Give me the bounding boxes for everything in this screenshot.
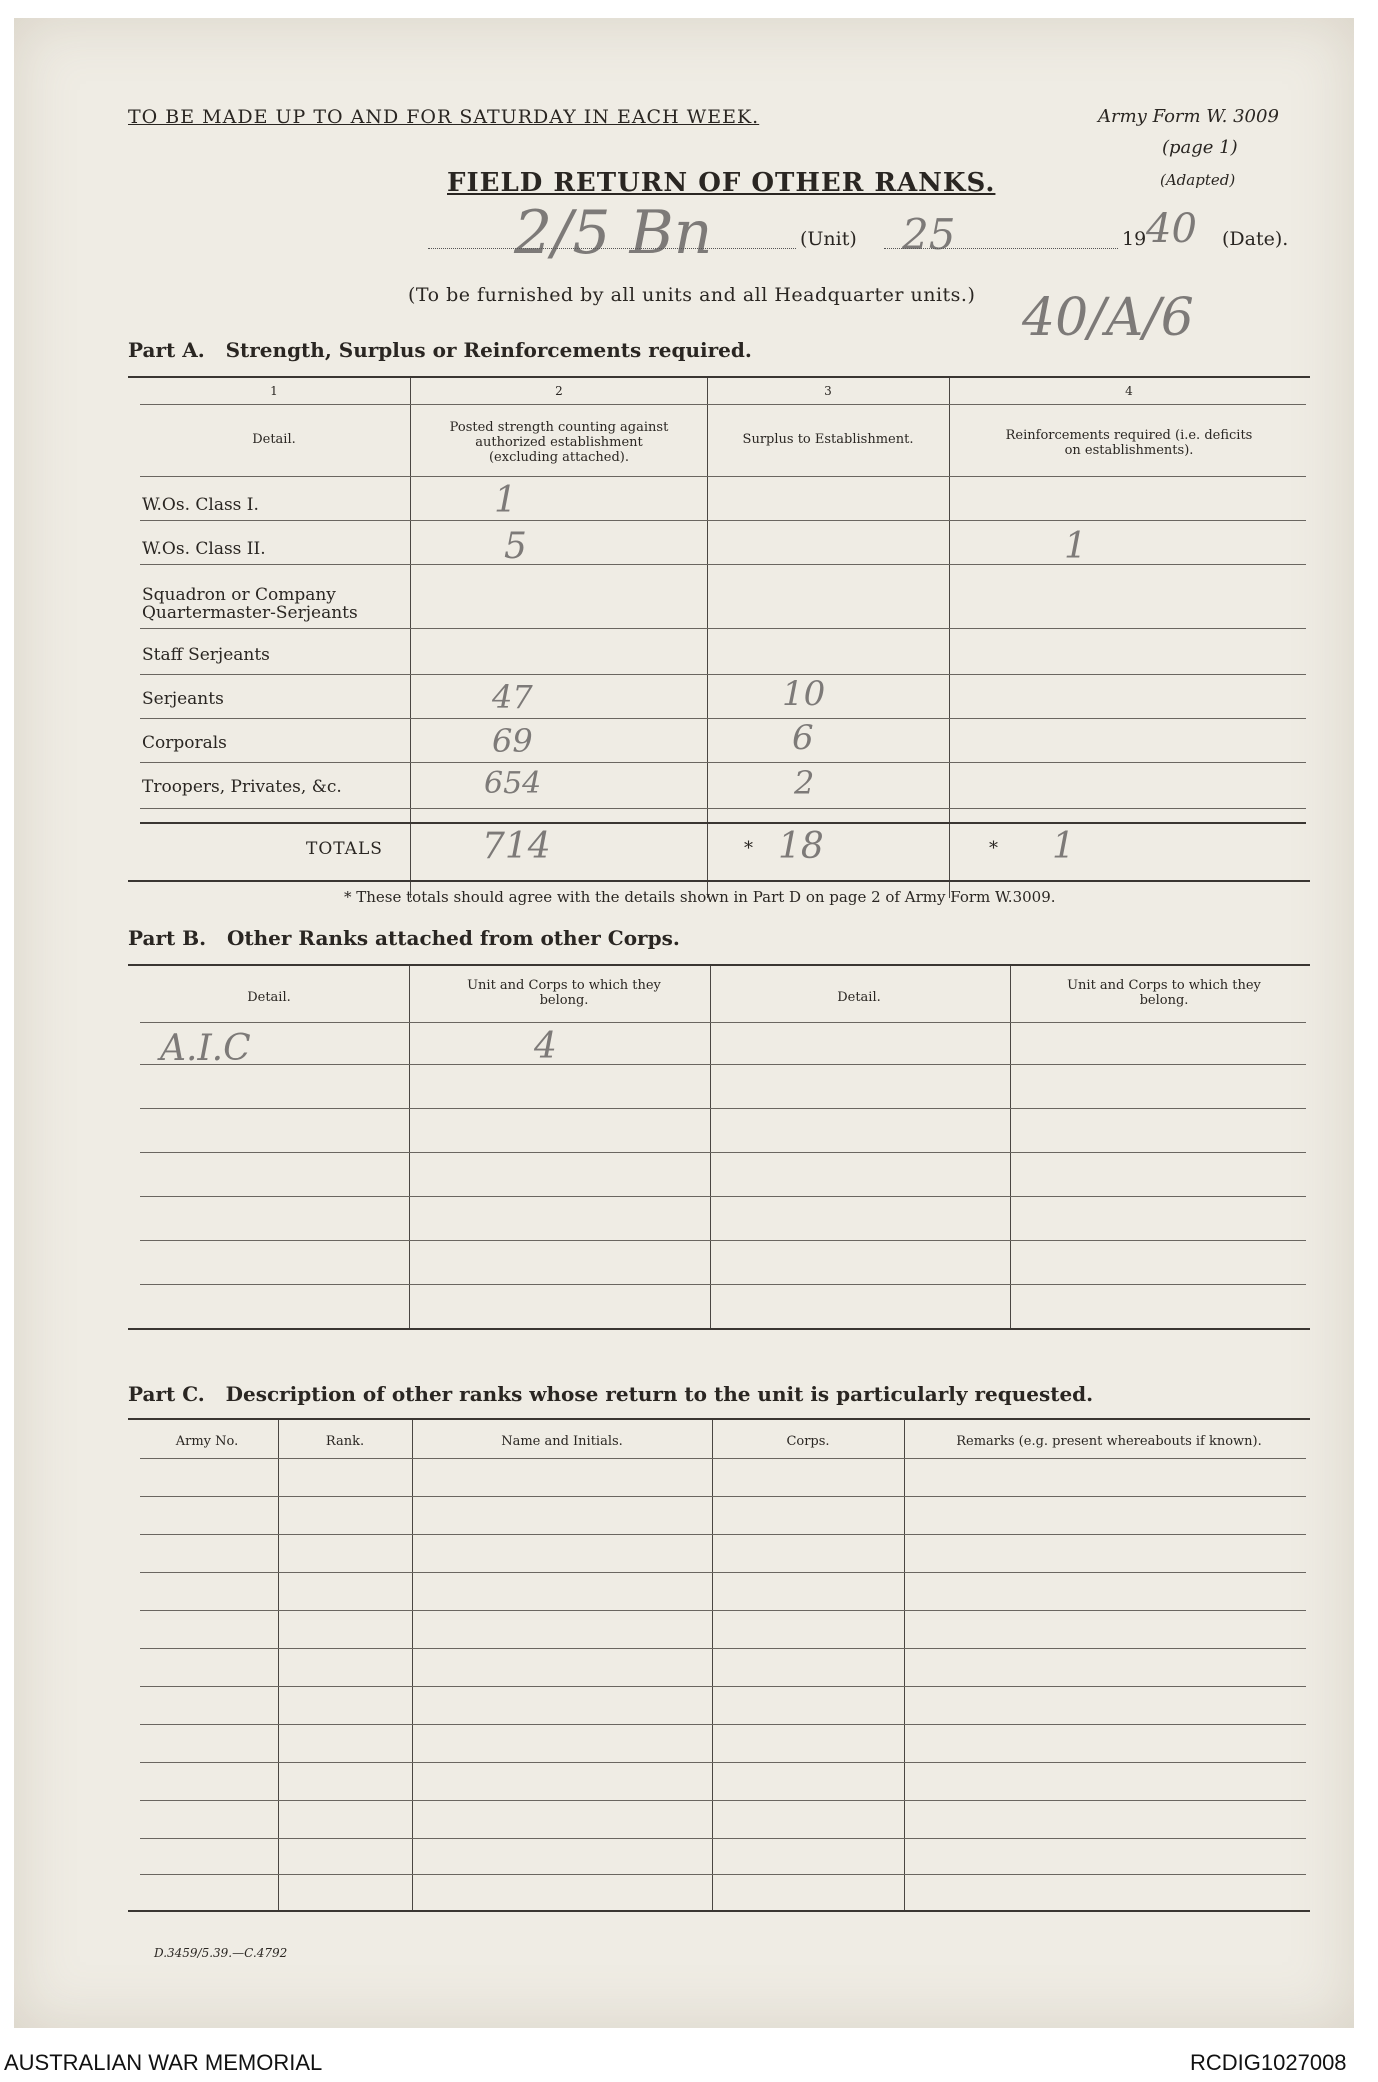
part-a-footnote: * These totals should agree with the details shown in Part D on page 2 of Army Form W.3009. <box>344 888 1056 906</box>
row-rule <box>140 1458 1306 1459</box>
row-rule <box>140 1648 1306 1649</box>
row-rule <box>140 1686 1306 1687</box>
row-detail-pte: Troopers, Privates, &c. <box>142 777 342 797</box>
part-b-divider-3 <box>1010 966 1011 1328</box>
date-label: (Date). <box>1222 228 1289 250</box>
row-rule <box>140 1838 1306 1839</box>
row-rule <box>140 1284 1306 1285</box>
print-code: D.3459/5.39.—C.4792 <box>154 1946 288 1960</box>
col-head-posted: Posted strength counting against authorized establishment (excluding attached). <box>449 420 669 465</box>
col-head-reinforcements: Reinforcements required (i.e. deficits on establishments). <box>1005 428 1253 458</box>
part-b-col-detail-2: Detail. <box>837 990 881 1005</box>
total-reinf: 1 <box>1052 826 1075 867</box>
date-dotted-line <box>884 248 1118 249</box>
row-rule <box>140 476 1306 477</box>
unit-label: (Unit) <box>800 228 857 250</box>
part-b-entry-unit: 4 <box>534 1026 557 1067</box>
part-c-prefix: Part C. <box>128 1382 205 1406</box>
form-page: (page 1) <box>1162 137 1238 158</box>
row-rule <box>140 1240 1306 1241</box>
row-rule <box>140 1572 1306 1573</box>
row-rule <box>140 1064 1306 1065</box>
row-rule <box>140 1762 1306 1763</box>
row-rule <box>140 1874 1306 1875</box>
totals-marker-surplus: * <box>744 838 753 859</box>
part-b-prefix: Part B. <box>128 926 207 950</box>
weekly-instruction: TO BE MADE UP TO AND FOR SATURDAY IN EACH WEEK. <box>128 106 760 128</box>
row-rule <box>140 1196 1306 1197</box>
surplus-sjt: 10 <box>782 674 826 714</box>
part-b-entry-detail: A.I.C <box>160 1028 251 1069</box>
surplus-pte: 2 <box>794 764 815 802</box>
archive-caption-right: RCDIG1027008 <box>1190 2050 1347 2075</box>
part-c-col-rank: Rank. <box>325 1434 365 1449</box>
posted-wo1: 1 <box>494 480 517 521</box>
form-sheet <box>14 18 1354 2028</box>
year-prefix: 19 <box>1122 228 1147 250</box>
totals-rule <box>140 822 1306 824</box>
row-rule <box>140 564 1306 565</box>
part-a-prefix: Part A. <box>128 338 205 362</box>
totals-label: TOTALS <box>306 839 383 859</box>
part-a-divider-2 <box>707 378 708 898</box>
part-c-divider-1 <box>278 1420 279 1910</box>
row-rule <box>140 1108 1306 1109</box>
totals-marker-reinf: * <box>989 838 998 859</box>
part-c-col-remarks: Remarks (e.g. present whereabouts if known). <box>956 1434 1262 1449</box>
posted-sjt: 47 <box>492 678 533 716</box>
row-detail-staff-sjt: Staff Serjeants <box>142 645 270 665</box>
form-number: Army Form W. 3009 <box>1098 106 1279 127</box>
col-head-detail: Detail. <box>252 432 296 447</box>
part-c-bottom-rule <box>128 1910 1310 1912</box>
part-a-heading <box>128 338 752 362</box>
part-c-col-corps: Corps. <box>786 1434 830 1449</box>
col-number-rule <box>140 404 1306 405</box>
part-a-top-rule <box>128 376 1310 378</box>
surplus-cpl: 6 <box>792 718 814 758</box>
total-posted: 714 <box>482 826 551 867</box>
part-b-divider-2 <box>710 966 711 1328</box>
handwritten-reference: 40/A/6 <box>1022 288 1194 348</box>
posted-cpl: 69 <box>492 722 533 760</box>
row-detail-wo2: W.Os. Class II. <box>142 539 266 559</box>
col-number-3: 3 <box>824 384 832 398</box>
part-c-divider-2 <box>412 1420 413 1910</box>
part-b-divider-1 <box>409 966 410 1328</box>
part-b-title: Other Ranks attached from other Corps. <box>226 926 680 950</box>
row-rule <box>140 1610 1306 1611</box>
col-number-4: 4 <box>1125 384 1133 398</box>
handwritten-unit: 2/5 Bn <box>514 198 713 268</box>
row-rule <box>140 1022 1306 1023</box>
part-a-divider-3 <box>949 378 950 898</box>
part-c-col-army-no: Army No. <box>175 1434 239 1449</box>
col-head-surplus: Surplus to Establishment. <box>742 432 914 447</box>
row-rule <box>140 1534 1306 1535</box>
row-rule <box>140 628 1306 629</box>
part-a-bottom-rule <box>128 880 1310 882</box>
row-rule <box>140 1724 1306 1725</box>
part-c-heading <box>128 1382 1093 1406</box>
part-c-title: Description of other ranks whose return to the unit is particularly requested. <box>225 1382 1094 1406</box>
archive-caption-left: AUSTRALIAN WAR MEMORIAL <box>4 2050 323 2075</box>
col-number-1: 1 <box>270 384 278 398</box>
row-detail-wo1: W.Os. Class I. <box>142 495 259 515</box>
row-rule <box>140 808 1306 809</box>
row-rule <box>140 1152 1306 1153</box>
row-rule <box>140 1800 1306 1801</box>
part-b-col-unit-1: Unit and Corps to which they belong. <box>467 978 661 1008</box>
row-rule <box>140 520 1306 521</box>
part-c-top-rule <box>128 1418 1310 1420</box>
unit-dotted-line <box>428 248 796 249</box>
part-b-top-rule <box>128 964 1310 966</box>
posted-wo2: 5 <box>504 526 527 567</box>
total-surplus: 18 <box>778 826 824 867</box>
row-rule <box>140 1496 1306 1497</box>
row-rule <box>140 674 1306 675</box>
handwritten-day: 25 <box>902 210 956 259</box>
row-rule <box>140 718 1306 719</box>
part-b-heading <box>128 926 680 950</box>
part-b-col-unit-2: Unit and Corps to which they belong. <box>1067 978 1261 1008</box>
row-detail-sjt: Serjeants <box>142 689 224 709</box>
form-adapted: (Adapted) <box>1160 171 1236 189</box>
col-number-2: 2 <box>555 384 563 398</box>
part-a-divider-1 <box>410 378 411 898</box>
handwritten-year: 40 <box>1146 206 1197 252</box>
furnish-note: (To be furnished by all units and all Headquarter units.) <box>408 284 976 306</box>
row-detail-cpl: Corporals <box>142 733 227 753</box>
part-c-col-name: Name and Initials. <box>501 1434 623 1449</box>
part-c-divider-4 <box>904 1420 905 1910</box>
row-detail-cqms: Squadron or Company Quartermaster-Serjeants <box>142 585 358 623</box>
row-rule <box>140 762 1306 763</box>
part-c-divider-3 <box>712 1420 713 1910</box>
part-b-col-detail-1: Detail. <box>247 990 291 1005</box>
reinf-wo2: 1 <box>1064 526 1087 567</box>
part-a-title: Strength, Surplus or Reinforcements required. <box>225 338 752 362</box>
part-b-bottom-rule <box>128 1328 1310 1330</box>
posted-pte: 654 <box>484 766 542 801</box>
page-title: FIELD RETURN OF OTHER RANKS. <box>447 168 996 198</box>
